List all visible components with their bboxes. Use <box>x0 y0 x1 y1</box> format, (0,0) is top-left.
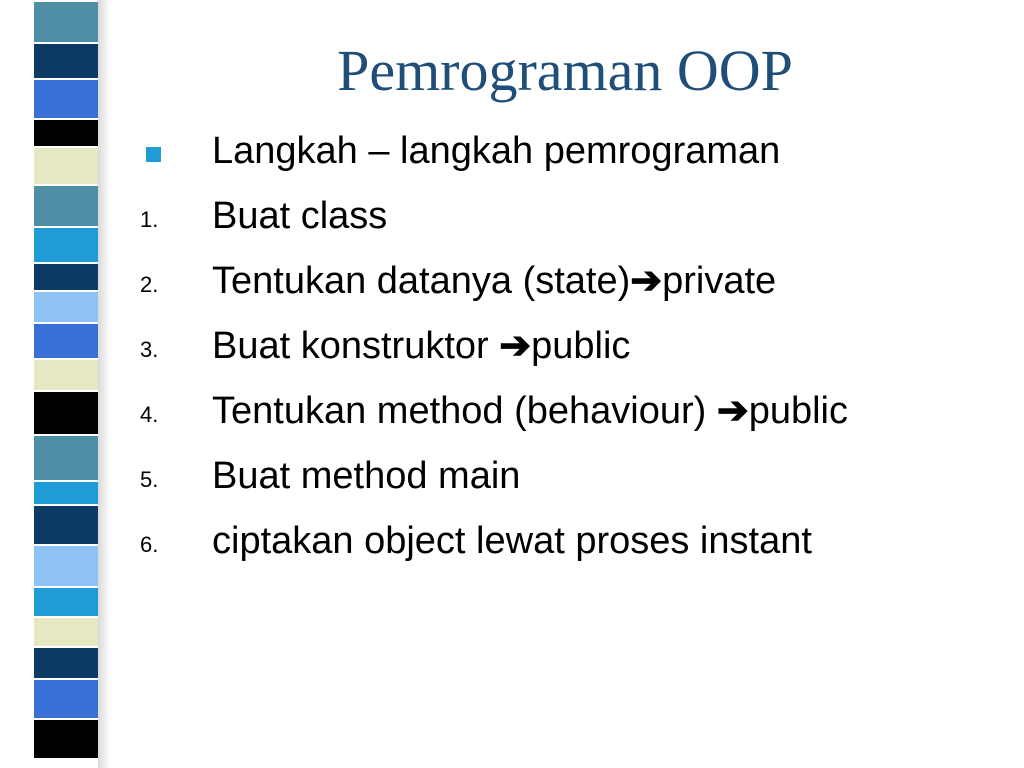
stripe-band <box>34 358 100 390</box>
stripe-band <box>34 290 100 322</box>
stripe-band <box>34 544 100 586</box>
step-number: 2. <box>140 272 159 297</box>
step-number: 4. <box>140 402 159 427</box>
stripe-band <box>34 434 100 480</box>
stripe-band <box>34 118 100 146</box>
step-item <box>140 449 1010 514</box>
stripe-band <box>34 322 100 358</box>
arrow-icon: ➔ <box>499 325 532 367</box>
step-text: Tentukan method (behaviour) ➔public <box>212 390 848 432</box>
step-text: Buat konstruktor ➔public <box>212 325 631 367</box>
stripe-band <box>34 480 100 504</box>
stripe-band <box>34 646 100 678</box>
step-item <box>140 514 1010 579</box>
arrow-icon: ➔ <box>716 390 749 432</box>
step-text: Tentukan datanya (state)➔private <box>212 260 777 302</box>
stripe-band <box>34 678 100 718</box>
stripe-band <box>34 78 100 118</box>
step-number: 5. <box>140 467 159 492</box>
step-text: ciptakan object lewat proses instant <box>212 520 812 562</box>
stripe-band <box>34 718 100 758</box>
stripe-band <box>34 586 100 616</box>
step-number: 1. <box>140 207 159 232</box>
stripe-band <box>34 504 100 544</box>
step-item <box>140 384 1010 449</box>
stripe-band <box>34 184 100 226</box>
step-text: Buat class <box>212 195 388 237</box>
arrow-icon: ➔ <box>630 260 663 302</box>
heading-item-text: Langkah – langkah pemrograman <box>212 130 781 172</box>
decorative-stripe <box>34 0 100 768</box>
square-bullet-icon <box>146 147 161 162</box>
stripe-band <box>34 262 100 290</box>
stripe-band <box>34 42 100 78</box>
stripe-band <box>34 146 100 184</box>
step-item <box>140 254 1010 319</box>
step-text: Buat method main <box>212 455 521 497</box>
stripe-shadow <box>98 0 110 768</box>
step-item <box>140 189 1010 254</box>
stripe-band <box>34 0 100 42</box>
step-number: 3. <box>140 337 159 362</box>
heading-item <box>140 124 1010 189</box>
step-item <box>140 319 1010 384</box>
stripe-band <box>34 390 100 434</box>
stripe-band <box>34 226 100 262</box>
step-number: 6. <box>140 532 159 557</box>
bullet-list <box>140 124 1010 579</box>
stripe-band <box>34 616 100 646</box>
slide-title: Pemrograman OOP <box>337 38 793 103</box>
